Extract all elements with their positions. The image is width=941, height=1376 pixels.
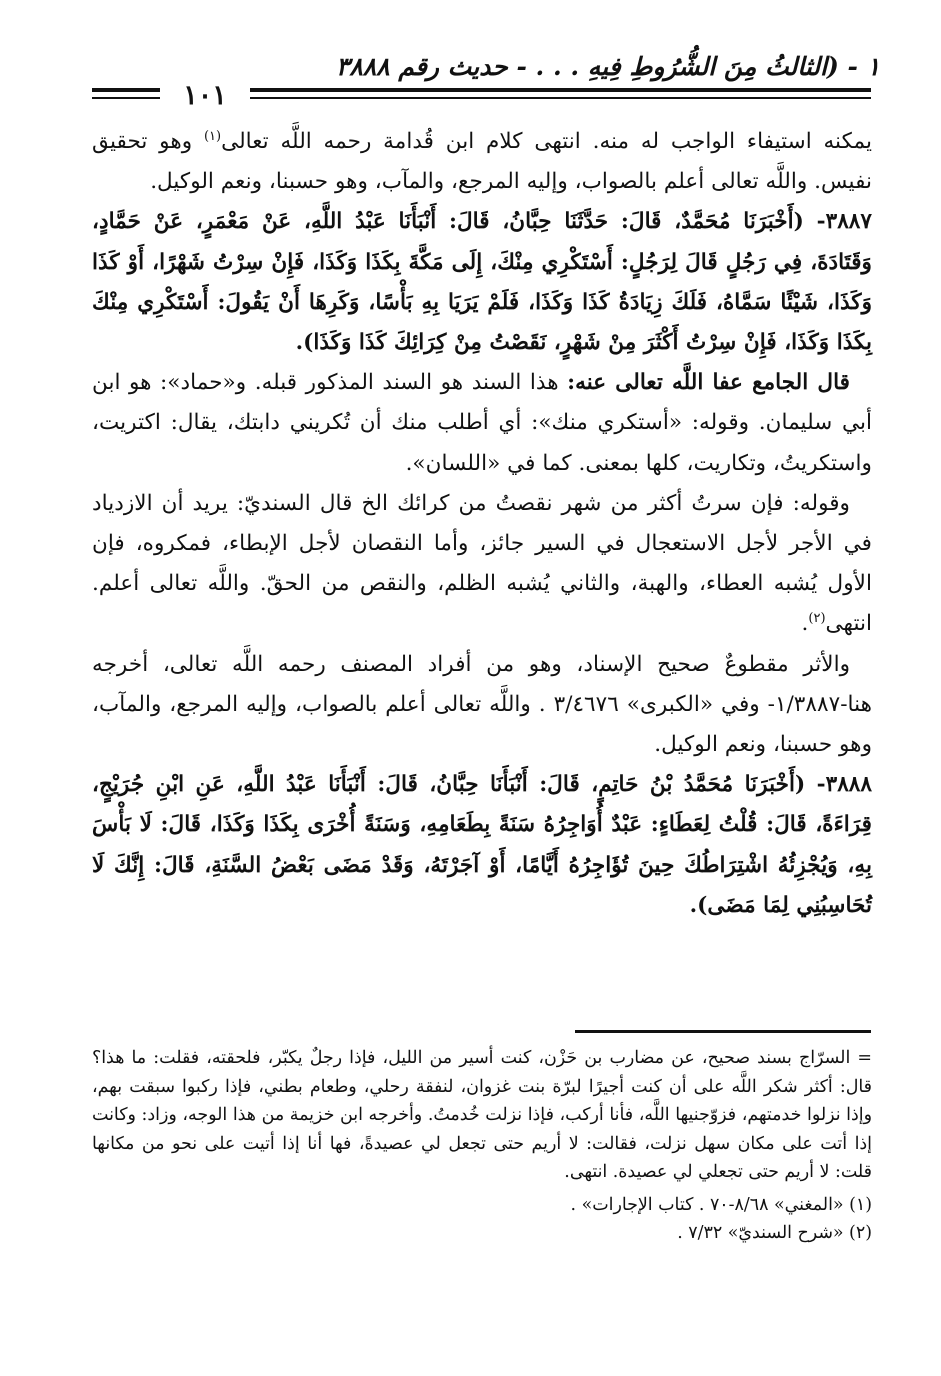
paragraph-sindi [92, 484, 872, 645]
sindi-text: وقوله: فإن سرتُ أكثر من شهر نقصتُ من كرائك الخ قال السنديّ: يريد أن الازدياد في الأجر لأجل الاستعجال في السير جائز، وأما النقصان لأجل الإبطاء، فمكروه، فإن الأول يُشبه العطاء، والهبة، والثاني يُشبه الظلم، والنقص من الحقّ. واللَّه تعالى أعلم. انتهى [92, 490, 872, 637]
paragraph-commentary [92, 363, 872, 484]
header-rule-top-right [250, 88, 871, 92]
hadith-3887: ٣٨٨٧- (أَخْبَرَنَا مُحَمَّدٌ، قَالَ: حَدَّثَنَا حِبَّانُ، قَالَ: أَنْبَأَنَا عَبْدُ اللَّهِ، عَنْ مَعْمَرٍ، عَنْ حَمَّادٍ، وَقَتَادَةَ، فِي رَجُلٍ قَالَ لِرَجُلٍ: أَسْتَكْرِي مِنْكَ، إِلَى مَكَّةَ بِكَذَا وَكَذَا، فَإِنْ سِرْتُ شَهْرًا، أَوْ كَذَا وَكَذَا، شَيْئًا سَمَّاهُ، فَلَكَ زِيَادَةُ كَذَا وَكَذَا، فَلَمْ يَرَيَا بِهِ بَأْسًا، وَكَرِهَا أَنْ يَقُولَ: أَسْتَكْرِي مِنْكَ بِكَذَا وَكَذَا، فَإِنْ سِرْتُ أَكْثَرَ مِنْ شَهْرٍ، نَقَصْتُ مِنْ كِرَائِكَ كَذَا وَكَذَا). [92, 209, 872, 356]
commentary-lead: قال الجامع عفا اللَّه تعالى عنه: [567, 370, 850, 396]
paragraph-intro [92, 122, 872, 202]
hadith-3888: ٣٨٨٨- (أَخْبَرَنَا مُحَمَّدُ بْنُ حَاتِمٍ، قَالَ: أَنْبَأَنَا حِبَّانُ، قَالَ: أَنْبَأَنَا عَبْدُ اللَّهِ، عَنِ ابْنِ جُرَيْجٍ، قِرَاءَةً، قَالَ: قُلْتُ لِعَطَاءٍ: عَبْدٌ أُوَاجِرُهُ سَنَةً بِطَعَامِهِ، وَسَنَةً أُخْرَى بِكَذَا وَكَذَا، قَالَ: لَا بَأْسَ بِهِ، وَيُجْزِئُهُ اشْتِرَاطُكَ حِينَ تُؤَاجِرُهُ أَيَّامًا، أَوْ آجَرْتَهُ، وَقَدْ مَضَى بَعْضُ السَّنَةِ، قَالَ: إِنَّكَ لَا تُحَاسِبُنِي لِمَا مَضَى). [92, 772, 872, 918]
footnotes [92, 1044, 872, 1248]
sindi-end: . [801, 611, 809, 637]
paragraph-athar: والأثر مقطوعٌ صحيح الإسناد، وهو من أفراد المصنف رحمه اللَّه تعالى، أخرجه هنا-١/٣٨٨٧- وفي «الكبرى» ٣/٤٦٧٦ . واللَّه تعالى أعلم بالصواب، وإليه المرجع، والمآب، وهو حسبنا، ونعم الوكيل. [92, 651, 872, 758]
header-rule-bottom-left [92, 97, 160, 99]
main-text [92, 122, 872, 926]
paragraph-intro-end: وهو تحقيق نفيس. واللَّه تعالى أعلم بالصواب، وإليه المرجع، والمآب، وهو حسبنا، ونعم الوكيل. [92, 129, 872, 195]
page-number: ١٠١ [183, 80, 227, 111]
commentary-text: هذا السند هو السند المذكور قبله. و«حماد»: هو ابن أبي سليمان. وقوله: «أستكري منك»: أي أطلب منك أن تُكريني دابتك، يقال: اكتريت، واستكريتُ، وتكاريت، كلها بمعنى. كما في «اللسان». [92, 370, 872, 476]
header-rule-top-left [92, 88, 160, 92]
paragraph-intro-text: يمكنه استيفاء الواجب له منه. انتهى كلام ابن قُدامة رحمه اللَّه تعالى [221, 129, 872, 154]
footnote-2: (٢) «شرح السنديّ» ٧/٣٢ . [677, 1223, 872, 1243]
header-title: ١ - (الثالثُ مِنَ الشُّرُوطِ فِيهِ . . . - حديث رقم ٣٨٨٨ [335, 52, 880, 81]
footnote-ref-1: (١) [203, 128, 222, 144]
footnote-continuation: = السرّاج بسند صحيح، عن مضارب بن حَزْن، كنت أسير من الليل، فإذا رجلٌ يكبّر، فلحقته، فقلت: ما هذا؟ قال: أكثر شكر اللَّه على أن كنت أجيرًا لبرّة بنت غزوان، لنفقة رحلي، وطعام بطني، فإذا ركبوا سبقت بهم، وإذا نزلوا خدمتهم، فزوّجنيها اللَّه، فأنا أركب، فإذا نزلت خُدمتُ. وأخرجه ابن خزيمة من هذا الوجه، وزاد: وكانت إذا أتت على مكان سهل نزلت، فقالت: لا أريم حتى تجعل لي عصيدةً، فها أنا إذا أتيت على نحو من مكانها قلت: لا أريم حتى تجعلي لي عصيدة. انتهى. [92, 1048, 872, 1182]
footnote-separator [575, 1030, 871, 1033]
footnote-1: (١) «المغني» ٨/٦٨-٧٠ . كتاب الإجارات» . [570, 1194, 872, 1215]
footnote-ref-2: (٢) [808, 611, 826, 627]
header-rule-bottom-right [250, 97, 871, 99]
